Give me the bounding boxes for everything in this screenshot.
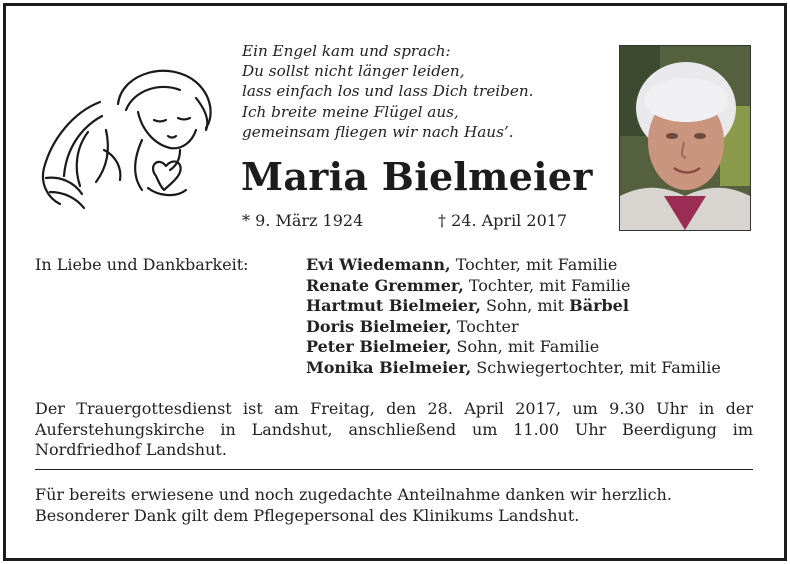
poem [242, 41, 533, 142]
list-item [306, 255, 721, 276]
thanks-note [35, 485, 672, 526]
mourner-relation: Tochter, mit Familie [468, 275, 631, 295]
list-item [306, 276, 721, 297]
list-item [306, 358, 721, 379]
poem-line: lass einfach los und lass Dich treiben. [242, 82, 534, 101]
mourner-relation: Sohn, mit [485, 296, 565, 315]
poem-line: gemeinsam fliegen wir nach Haus’. [242, 122, 514, 141]
thanks-line: Besonderer Dank gilt dem Pflegepersonal des Klinikums Landshut. [35, 505, 580, 525]
mourner-name: Monika Bielmeier, [306, 357, 472, 377]
mourner-relation: Tochter [456, 316, 519, 336]
angel-icon [30, 58, 220, 218]
mourner-name: Evi Wiedemann, [306, 255, 451, 274]
mourner-relation: Sohn, mit Familie [456, 337, 600, 356]
list-item [306, 337, 721, 358]
list-item [306, 317, 721, 338]
mourner-name: Hartmut Bielmeier, [306, 296, 481, 315]
poem-line: Ein Engel kam und sprach: [242, 42, 451, 60]
service-announcement: Der Trauergottesdienst ist am Freitag, den 28. April 2017, um 9.30 Uhr in der Auferstehungskirche in Landshut, anschließend um 11.00 Uhr Beerdigung im Nordfriedhof Landshut. [35, 399, 753, 459]
mourner-relation: Schwiegertochter, mit Familie [476, 357, 721, 377]
list-item [306, 296, 721, 317]
mourners-list [306, 255, 721, 378]
divider [35, 469, 753, 470]
deceased-name: Maria Bielmeier [241, 154, 593, 199]
poem-line: Ich breite meine Flügel aus, [242, 102, 459, 121]
mourner-relation: Tochter, mit Familie [455, 255, 618, 274]
poem-line: Du sollst nicht länger leiden, [242, 62, 465, 81]
mourner-partner: Bärbel [569, 296, 629, 315]
birth-date: * 9. März 1924 [242, 211, 364, 230]
death-date: † 24. April 2017 [438, 211, 568, 230]
mourners-label: In Liebe und Dankbarkeit: [35, 255, 249, 274]
portrait-photo [619, 45, 751, 231]
life-dates [242, 211, 568, 230]
mourner-name: Renate Gremmer, [306, 275, 464, 295]
mourner-name: Doris Bielmeier, [306, 316, 452, 336]
mourner-name: Peter Bielmeier, [306, 337, 452, 356]
thanks-line: Für bereits erwiesene und noch zugedachte Anteilnahme danken wir herzlich. [35, 485, 672, 504]
